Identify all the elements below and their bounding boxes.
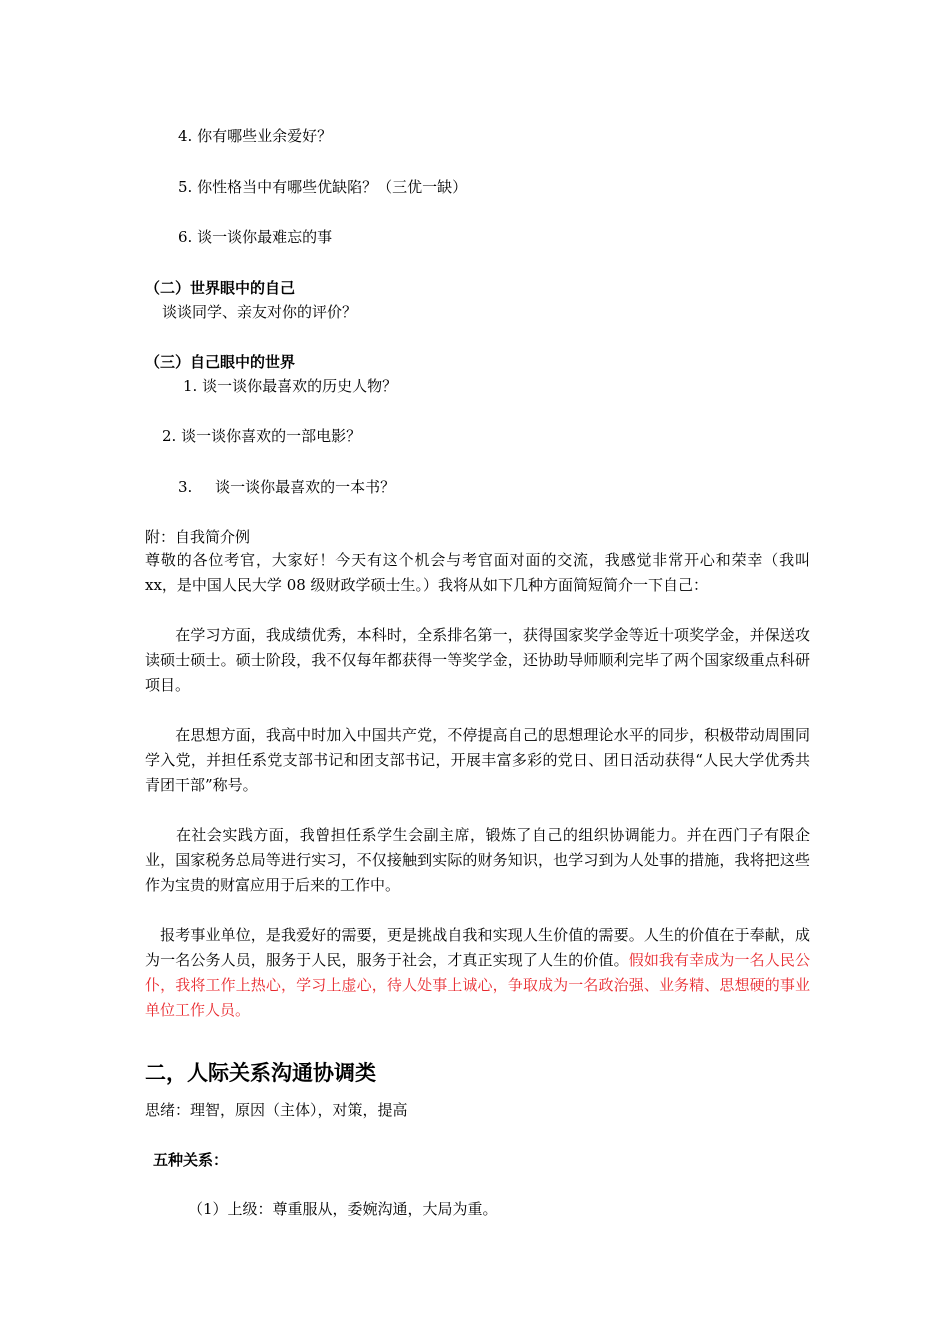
appendix-title: 附：自我简介例	[145, 528, 251, 546]
closing-text: 报考事业单位，是我爱好的需要，更是挑战自我和实现人生价值的需要。人生的价值在于奉献，成为一名公务人员，服务于人民，服务于社会，才真正实现了人生的价值。	[145, 926, 810, 969]
relation-item-1: （1）上级：尊重服从，委婉沟通，大局为重。	[188, 1200, 498, 1218]
appendix-thought	[145, 723, 810, 798]
intro-paragraph: 尊敬的各位考官，大家好！今天有这个机会与考官面对面的交流，我感觉非常开心和荣幸（我叫 xx，是中国人民大学 08 级财政学硕士生。）我将从如下几种方面简短简介一下自己：	[145, 551, 810, 594]
question-5: 5. 你性格当中有哪些优缺陷？（三优一缺）	[178, 178, 468, 196]
appendix-closing	[145, 923, 810, 1023]
appendix-practice	[145, 823, 810, 898]
study-paragraph: 在学习方面，我成绩优秀，本科时，全系排名第一，获得国家奖学金等近十项奖学金，并保送攻读硕士硕士。硕士阶段，我不仅每年都获得一等奖学金，还协助导师顺利完毕了两个国家级重点科研项目。	[145, 626, 810, 694]
section-2-thoughts: 思绪：理智，原因（主体），对策，提高	[145, 1101, 408, 1119]
question-4: 4. 你有哪些业余爱好？	[178, 127, 333, 145]
heading-self-view: （三）自己眼中的世界	[145, 353, 296, 371]
question-3-number: 3.	[178, 478, 193, 496]
appendix-study	[145, 623, 810, 698]
question-3-text: 谈一谈你最喜欢的一本书？	[215, 478, 396, 496]
thought-paragraph: 在思想方面，我高中时加入中国共产党，不停提高自己的思想理论水平的同步，积极带动周围同学入党，并担任系党支部书记和团支部书记，开展丰富多彩的党日、团日活动获得“人民大学优秀共青团干部”称号。	[145, 726, 810, 794]
closing-highlight-text: 假如我有幸成为一名人民公仆，我将工作上热心，学习上虚心，待人处事上诚心，争取成为一名政治强、业务精、思想硬的事业单位工作人员。	[145, 951, 810, 1019]
appendix-intro	[145, 548, 810, 598]
section-2-heading: 二，人际关系沟通协调类	[145, 1060, 376, 1085]
heading-world-view: （二）世界眼中的自己	[145, 279, 296, 297]
self-view-question-3	[178, 477, 395, 497]
self-view-question-1: 1. 谈一谈你最喜欢的历史人物？	[183, 377, 398, 395]
practice-paragraph: 在社会实践方面，我曾担任系学生会副主席，锻炼了自己的组织协调能力。并在西门子有限企业，国家税务总局等进行实习，不仅接触到实际的财务知识，也学习到为人处事的措施，我将把这些作为宝贵的财富应用于后来的工作中。	[145, 826, 810, 894]
five-relations-heading: 五种关系：	[153, 1151, 229, 1169]
self-view-question-2: 2. 谈一谈你喜欢的一部电影？	[162, 427, 362, 445]
closing-paragraph	[145, 923, 810, 1023]
question-6: 6. 谈一谈你最难忘的事	[178, 228, 333, 246]
world-view-item: 谈谈同学、亲友对你的评价？	[162, 303, 358, 321]
